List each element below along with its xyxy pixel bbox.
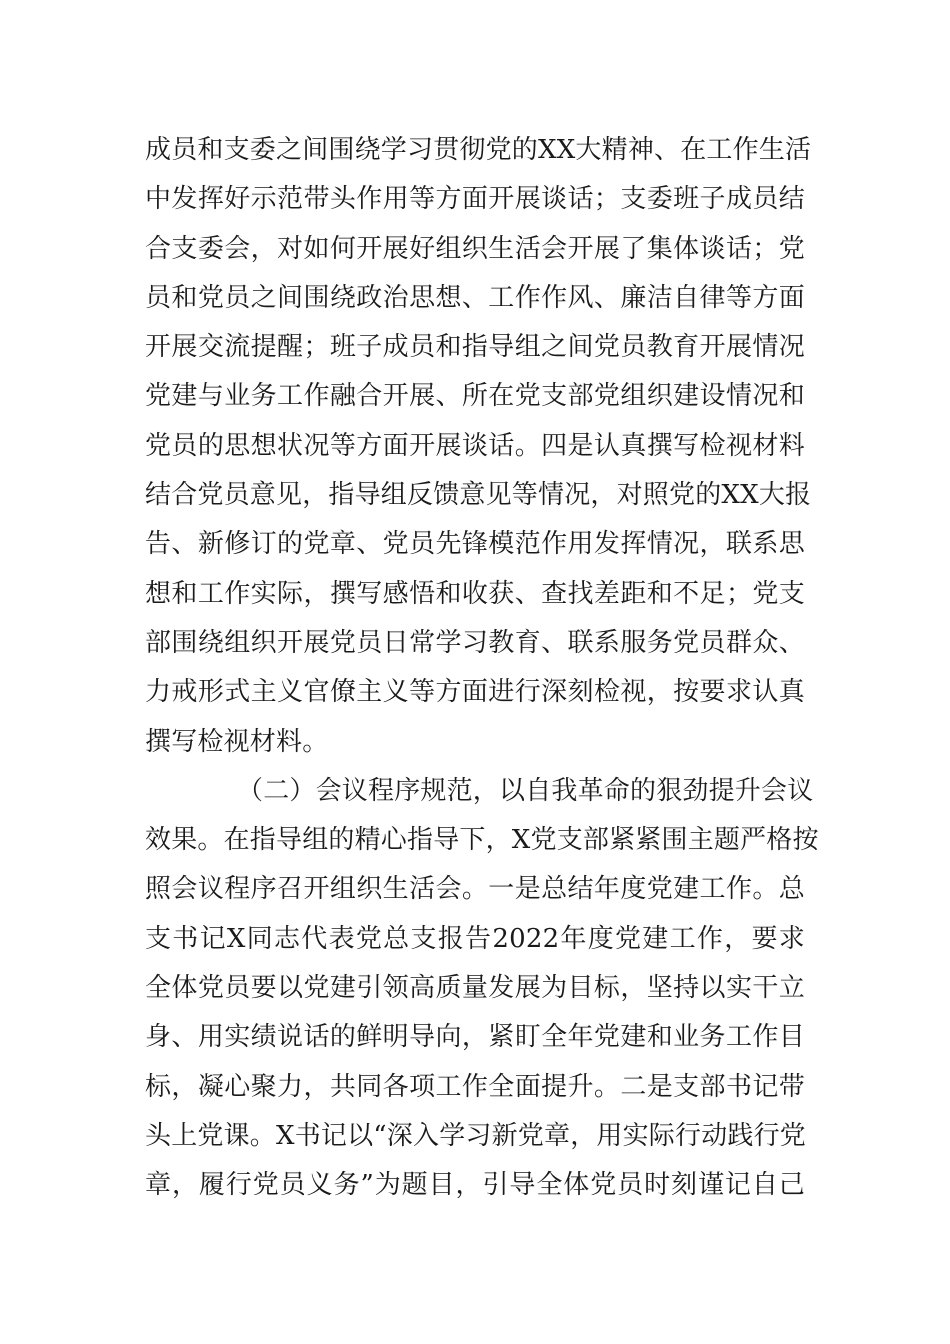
text-line: 身、用实绩说话的鲜明导向，紧盯全年党建和业务工作目	[145, 1022, 805, 1053]
text-line: 标，凝心聚力，共同各项工作全面提升。二是支部书记带	[145, 1071, 805, 1102]
text-line: 照会议程序召开组织生活会。一是总结年度党建工作。总	[145, 874, 805, 905]
text-line: 中发挥好示范带头作用等方面开展谈话；支委班子成员结	[145, 184, 805, 215]
text-line: 部围绕组织开展党员日常学习教育、联系服务党员群众、	[145, 627, 805, 658]
text-line: 头上党课。X书记以“深入学习新党章，用实际行动践行党	[145, 1120, 807, 1151]
text-line: 想和工作实际，撰写感悟和收获、查找差距和不足；党支	[145, 578, 805, 609]
text-line: 成员和支委之间围绕学习贯彻党的XX大精神、在工作生活	[145, 135, 812, 165]
text-line: 告、新修订的党章、党员先锋模范作用发挥情况，联系思	[145, 529, 805, 560]
text-line: 结合党员意见，指导组反馈意见等情况，对照党的XX大报	[145, 480, 812, 511]
text-line: 员和党员之间围绕政治思想、工作作风、廉洁自律等方面	[145, 282, 805, 313]
text-line: 效果。在指导组的精心指导下，X党支部紧紧围主题严格按	[145, 825, 819, 856]
text-line: 全体党员要以党建引领高质量发展为目标，坚持以实干立	[145, 973, 805, 1004]
text-line: 支书记X同志代表党总支报告2022年度党建工作，要求	[145, 923, 805, 954]
text-line: 合支委会，对如何开展好组织生活会开展了集体谈话；党	[145, 233, 805, 264]
text-line: 章，履行党员义务”为题目，引导全体党员时刻谨记自己	[145, 1170, 805, 1201]
text-line: 党建与业务工作融合开展、所在党支部党组织建设情况和	[145, 381, 805, 412]
paragraph-end-line: 撰写检视材料。	[145, 726, 329, 757]
document-body	[145, 126, 819, 1211]
text-line: 力戒形式主义官僚主义等方面进行深刻检视，按要求认真	[145, 677, 805, 708]
text-line: 党员的思想状况等方面开展谈话。四是认真撰写检视材料	[145, 430, 805, 461]
text-line: 开展交流提醒；班子成员和指导组之间党员教育开展情况	[145, 332, 805, 363]
section-heading-line: （二）会议程序规范，以自我革命的狠劲提升会议	[237, 775, 814, 806]
